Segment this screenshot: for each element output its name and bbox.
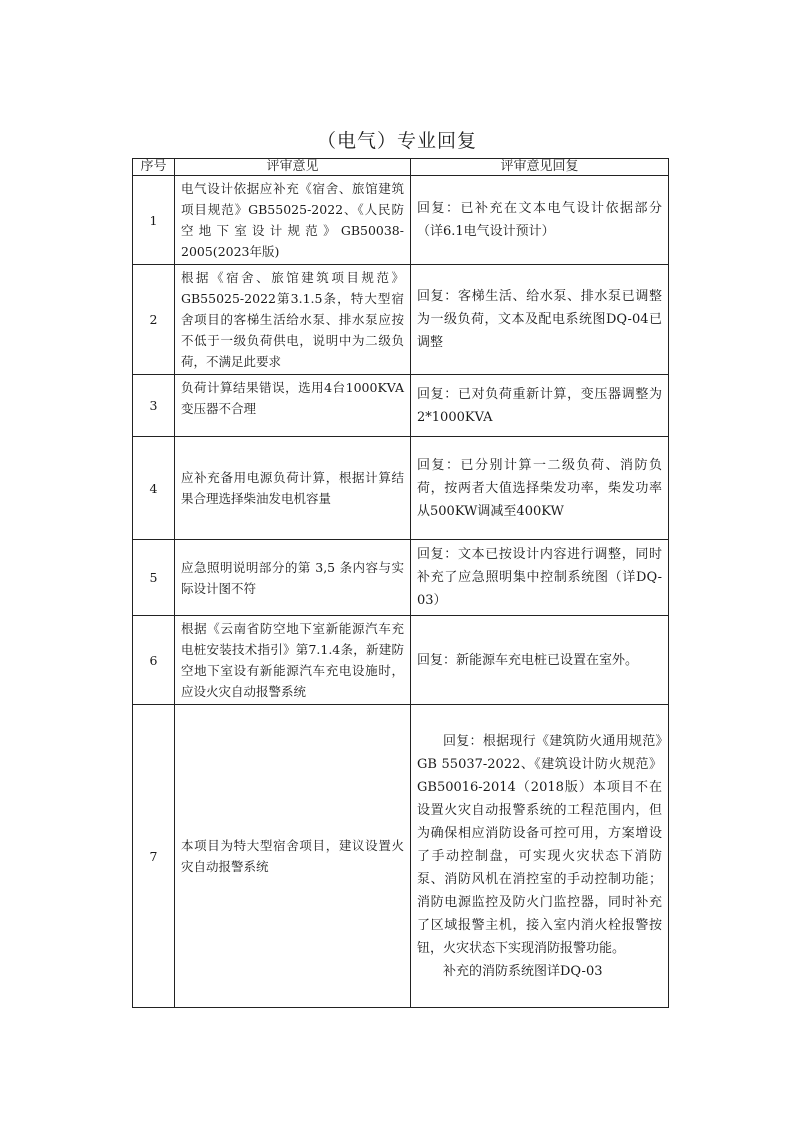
review-reply: 回复：已分别计算一二级负荷、消防负荷，按两者大值选择柴发功率，柴发功率从500KW调减至400KW — [411, 437, 669, 540]
header-reply: 评审意见回复 — [411, 159, 669, 176]
row-number: 5 — [133, 540, 175, 616]
review-reply: 回复：已对负荷重新计算，变压器调整为2*1000KVA — [411, 375, 669, 437]
review-reply-note: 补充的消防系统图详DQ-03 — [443, 963, 603, 979]
review-reply: 回复：新能源车充电桩已设置在室外。 — [411, 616, 669, 705]
review-opinion: 根据《云南省防空地下室新能源汽车充电桩安装技术指引》第7.1.4条，新建防空地下室设有新能源汽车充电设施时，应设火灾自动报警系统 — [175, 616, 411, 705]
table-row — [133, 265, 669, 375]
table-row — [133, 616, 669, 705]
page-title: （电气）专业回复 — [316, 130, 477, 152]
review-opinion: 负荷计算结果错误，选用4台1000KVA变压器不合理 — [175, 375, 411, 437]
header-opinion: 评审意见 — [175, 159, 411, 176]
row-number: 4 — [133, 437, 175, 540]
review-opinion: 本项目为特大型宿舍项目，建议设置火灾自动报警系统 — [175, 705, 411, 1008]
review-opinion: 应补充备用电源负荷计算，根据计算结果合理选择柴油发电机容量 — [175, 437, 411, 540]
review-reply-cell — [411, 705, 669, 1008]
header-no: 序号 — [133, 159, 175, 176]
review-reply: 回复：根据现行《建筑防火通用规范》GB 55037-2022、《建筑设计防火规范》GB50016-2014（2018版）本项目不在设置火灾自动报警系统的工程范围内，但为确保相应消防设备可控可用，方案增设了手动控制盘，可实现火灾状态下消防泵、消防风机在消控室的手动控制功能；消防电源监控及防火门监控器，同时补充了区域报警主机，接入室内消火栓报警按钮，火灾状态下实现消防报警功能。 — [417, 733, 662, 956]
review-opinion: 应急照明说明部分的第 3,5 条内容与实际设计图不符 — [175, 540, 411, 616]
review-table — [132, 158, 669, 1008]
table-row — [133, 437, 669, 540]
row-number: 7 — [133, 705, 175, 1008]
review-reply: 回复：文本已按设计内容进行调整，同时补充了应急照明集中控制系统图（详DQ-03） — [411, 540, 669, 616]
table-row — [133, 540, 669, 616]
table-row — [133, 705, 669, 1008]
review-opinion: 根据《宿舍、旅馆建筑项目规范》GB55025-2022第3.1.5条，特大型宿舍项目的客梯生活给水泵、排水泵应按不低于一级负荷供电，说明中为二级负荷，不满足此要求 — [175, 265, 411, 375]
table-row — [133, 375, 669, 437]
review-reply: 回复：已补充在文本电气设计依据部分（详6.1电气设计预计） — [411, 176, 669, 265]
row-number: 1 — [133, 176, 175, 265]
review-opinion: 电气设计依据应补充《宿舍、旅馆建筑项目规范》GB55025-2022、《人民防空地下室设计规范》GB50038-2005(2023年版) — [175, 176, 411, 265]
review-reply: 回复：客梯生活、给水泵、排水泵已调整为一级负荷，文本及配电系统图DQ-04已调整 — [411, 265, 669, 375]
row-number: 6 — [133, 616, 175, 705]
table-header-row — [133, 159, 669, 176]
row-number: 2 — [133, 265, 175, 375]
row-number: 3 — [133, 375, 175, 437]
table-row — [133, 176, 669, 265]
